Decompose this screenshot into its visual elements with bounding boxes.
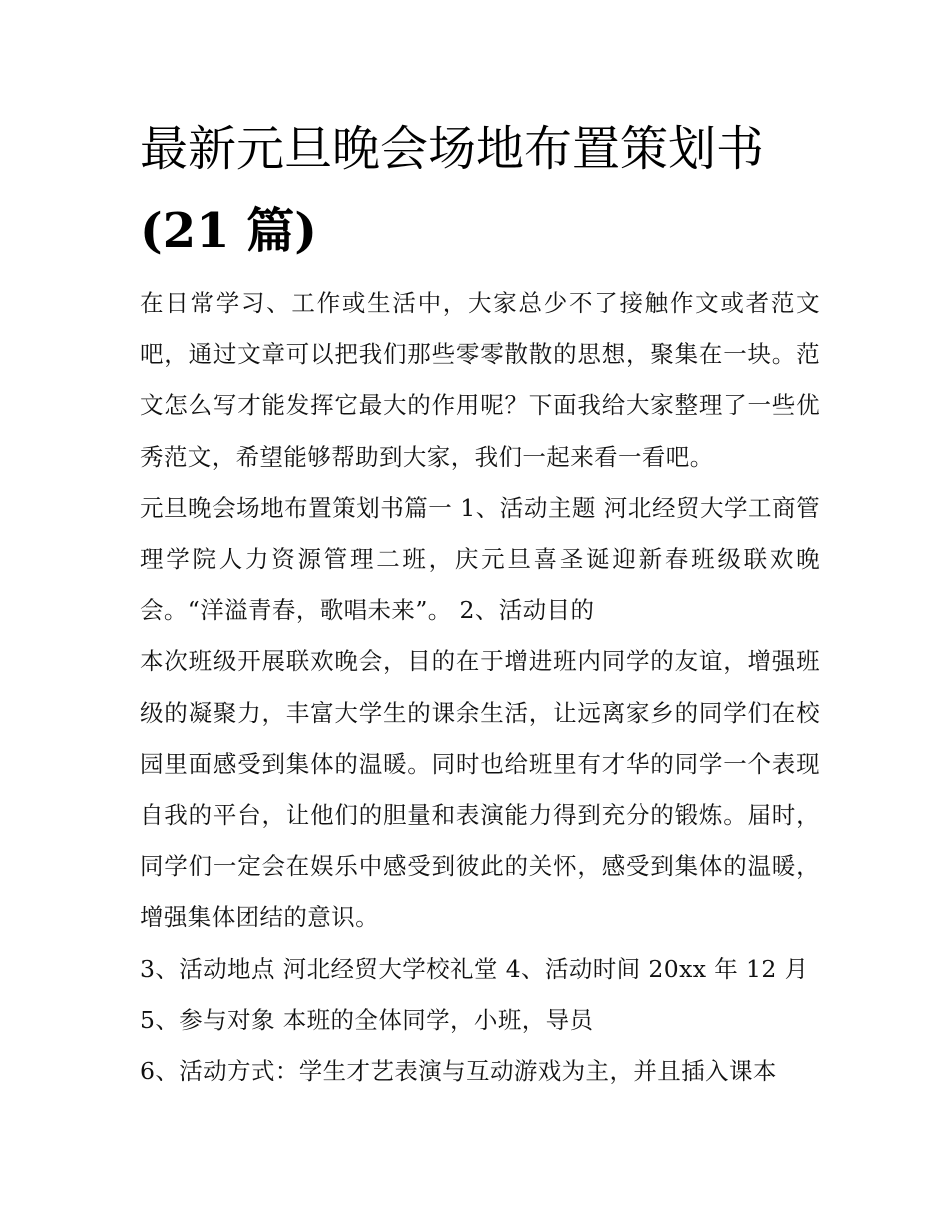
paragraph-format: 6、活动方式：学生才艺表演与互动游戏为主，并且插入课本 bbox=[140, 1057, 777, 1086]
paragraph-location-time: 3、活动地点 河北经贸大学校礼堂 4、活动时间 20xx 年 12 月 bbox=[140, 954, 809, 983]
paragraph-intro: 在日常学习、工作或生活中，大家总少不了接触作文或者范文吧，通过文章可以把我们那些零零散散的思想，聚集在一块。范文怎么写才能发挥它最大的作用呢？下面我给大家整理了一些优秀范文，希望能够帮助到大家，我们一起来看一看吧。 bbox=[140, 289, 820, 471]
paragraph-participants: 5、参与对象 本班的全体同学，小班，导员 bbox=[140, 1005, 594, 1034]
document-content bbox=[140, 108, 820, 1097]
document-body bbox=[140, 278, 820, 1097]
paragraph-purpose: 本次班级开展联欢晚会，目的在于增进班内同学的友谊，增强班级的凝聚力，丰富大学生的课余生活，让远离家乡的同学们在校园里面感受到集体的温暖。同时也给班里有才华的同学一个表现自我的平台，让他们的胆量和表演能力得到充分的锻炼。届时，同学们一定会在娱乐中感受到彼此的关怀，感受到集体的温暖，增强集体团结的意识。 bbox=[140, 647, 820, 932]
paragraph-theme: 元旦晚会场地布置策划书篇一 1、活动主题 河北经贸大学工商管理学院人力资源管理二班，庆元旦喜圣诞迎新春班级联欢晚会。“洋溢青春，歌唱未来”。 2、活动目的 bbox=[140, 493, 820, 625]
document-title bbox=[140, 108, 820, 272]
title-line-main: 最新元旦晚会场地布置策划书 bbox=[140, 121, 765, 177]
title-line-count: (21 篇) bbox=[140, 203, 317, 259]
